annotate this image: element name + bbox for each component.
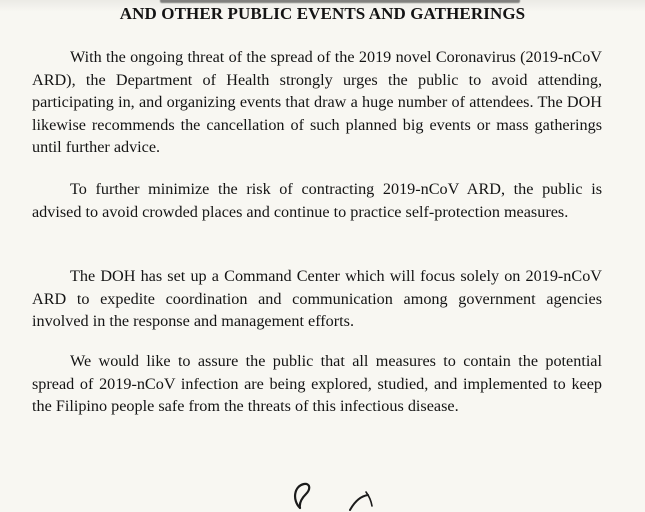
paragraph-event-advisory: With the ongoing threat of the spread of the 2019 novel Coronavirus (2019-nCoV ARD), the Department of Health strongly urges the public to avoid attending, participating in, and organizing events that draw a huge number of attendees. The DOH likewise recommends the cancellation of such planned big events or mass gatherings until further advice. <box>32 48 602 156</box>
cropped-title-line <box>160 0 520 3</box>
signature-mark <box>282 478 392 512</box>
paragraph-self-protection: To further minimize the risk of contracting 2019-nCoV ARD, the public is advised to avoid crowded places and continue to practice self-protection measures. <box>32 180 602 221</box>
advisory-heading: AND OTHER PUBLIC EVENTS AND GATHERINGS <box>119 4 526 23</box>
paragraph-command-center: The DOH has set up a Command Center which will focus solely on 2019-nCoV ARD to expedite coordination and communication among government agencies involved in the response and management efforts. <box>32 267 602 330</box>
paragraph-assurance: We would like to assure the public that all measures to contain the potential spread of 2019-nCoV infection are being explored, studied, and implemented to keep the Filipino people safe from the threats of this infectious disease. <box>32 352 602 415</box>
